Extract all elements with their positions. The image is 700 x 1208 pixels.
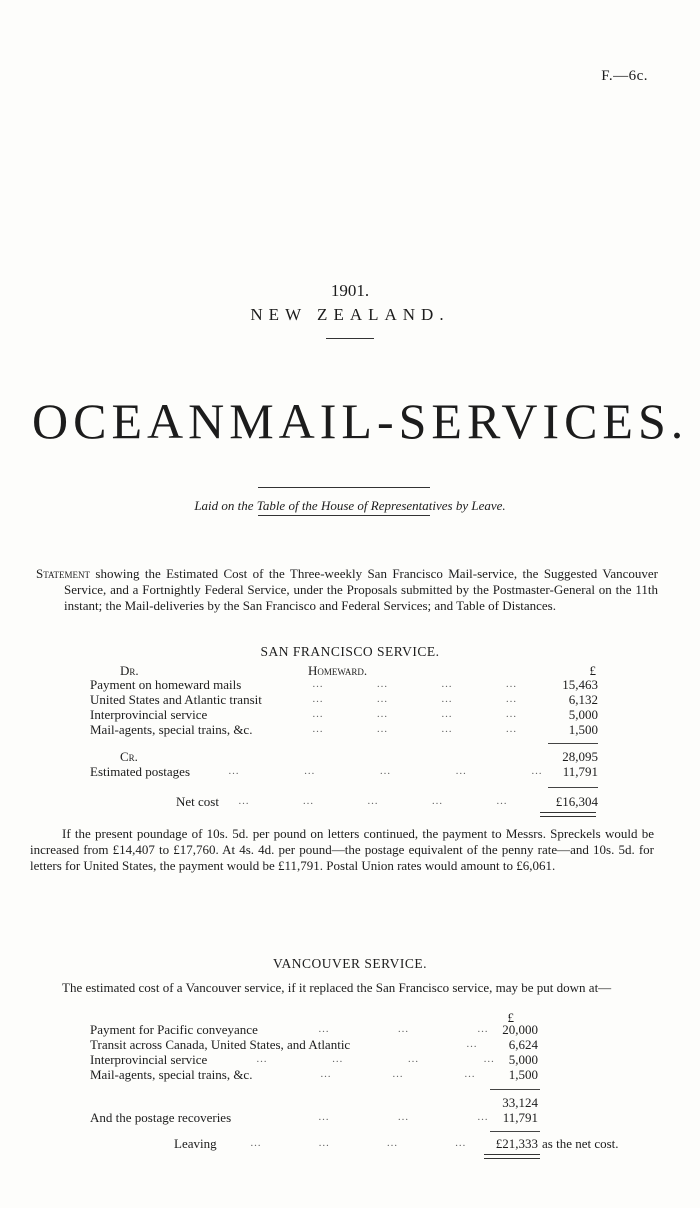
vancouver-item-label: Mail-agents, special trains, &c. [90, 1067, 253, 1082]
sf-item-amount: 5,000 [568, 707, 598, 722]
divider [258, 515, 430, 516]
vancouver-item-row [0, 1022, 700, 1037]
vancouver-item-amount: 6,624 [508, 1037, 538, 1052]
leader-dots: … … … … [250, 1137, 467, 1149]
sf-item-label: Mail-agents, special trains, &c. [90, 722, 253, 737]
statement-paragraph [36, 566, 658, 614]
sf-postages-amount: 11,791 [562, 764, 598, 779]
vancouver-item-amount: 20,000 [502, 1022, 538, 1037]
vancouver-recoveries-amount: 11,791 [502, 1110, 538, 1125]
sf-postages-row [0, 764, 700, 779]
sf-header-row [0, 663, 700, 678]
sum-rule [548, 787, 598, 788]
sf-item-row [0, 692, 700, 707]
leader-dots: … [466, 1038, 478, 1050]
sf-net-amount: £16,304 [555, 794, 598, 809]
sf-subtotal: 28,095 [562, 749, 598, 764]
sf-net-row [0, 794, 700, 809]
country-heading: NEW ZEALAND. [250, 305, 450, 324]
double-rule [540, 812, 596, 817]
vancouver-item-row [0, 1067, 700, 1082]
sf-item-amount: 6,132 [568, 692, 598, 707]
leader-dots: … … … … … [228, 765, 543, 777]
statement-text: showing the Estimated Cost of the Three-weekly San Francisco Mail-service, the Suggested Vancouver Service, and a Fortnightly Federal Service, under the Proposals submitted by the Postmaster-General on the 11th instant; the Mail-deliveries by the San Francisco and Federal Services; and Table of Distances. [64, 566, 658, 613]
vancouver-currency: £ [507, 1010, 514, 1025]
sf-item-row [0, 677, 700, 692]
sf-cr-label: Cr. [120, 749, 138, 764]
divider [326, 338, 374, 339]
vancouver-item-row [0, 1037, 700, 1052]
leader-dots: … … … … [312, 693, 518, 705]
sf-item-amount: 15,463 [562, 677, 598, 692]
leader-dots: … … … [320, 1068, 476, 1080]
sf-dr-label: Dr. [120, 663, 139, 678]
sf-subtotal-row [0, 749, 700, 764]
laid-on-table-note: Laid on the Table of the House of Representatives by Leave. [194, 498, 506, 513]
sf-item-label: United States and Atlantic transit [90, 692, 262, 707]
leader-dots: … … … [318, 1023, 489, 1035]
leader-dots: … … … … [312, 708, 518, 720]
sf-postages-label: Estimated postages [90, 764, 191, 779]
vancouver-item-amount: 5,000 [508, 1052, 538, 1067]
document-year: 1901. [330, 281, 370, 300]
vancouver-item-row [0, 1052, 700, 1067]
leader-dots: … … … … [312, 678, 518, 690]
sf-net-label: Net cost [176, 794, 219, 809]
sf-heading: SAN FRANCISCO SERVICE. [260, 644, 440, 659]
sf-item-row [0, 722, 700, 737]
vancouver-item-label: Payment for Pacific conveyance [90, 1022, 258, 1037]
sf-item-label: Interprovincial service [90, 707, 208, 722]
sf-item-amount: 1,500 [568, 722, 598, 737]
vancouver-heading: VANCOUVER SERVICE. [273, 956, 427, 971]
vancouver-recoveries-label: And the postage recoveries [90, 1110, 232, 1125]
divider [258, 487, 430, 488]
vancouver-leaving-suffix: as the net cost. [542, 1136, 619, 1151]
sf-paragraph: If the present poundage of 10s. 5d. per pound on letters continued, the payment to Messrs. Spreckels would be increased from £14,407 to £17,760. At 4s. 4d. per pound—the postage equivalent of the penny rate—and 10s. 5d. for letters for United States, the payment would be £11,791. Postal Union rates would amount to £6,061. [30, 826, 654, 873]
vancouver-leaving-label: Leaving [174, 1136, 217, 1151]
vancouver-intro: The estimated cost of a Vancouver service, if it replaced the San Francisco service, may be put down at— [62, 980, 612, 995]
vancouver-subtotal-row [0, 1095, 700, 1110]
vancouver-item-amount: 1,500 [508, 1067, 538, 1082]
vancouver-item-label: Transit across Canada, United States, and Atlantic [90, 1037, 351, 1052]
leader-dots: … … … [318, 1111, 489, 1123]
vancouver-leaving-row [0, 1136, 700, 1151]
sum-rule [548, 743, 598, 744]
document-reference: F.—6c. [601, 68, 648, 84]
title-word-ocean: OCEAN [32, 393, 230, 449]
page-title [32, 392, 689, 450]
double-rule [484, 1154, 540, 1159]
leader-dots: … … … … … [238, 795, 508, 807]
sum-rule [490, 1131, 540, 1132]
vancouver-recoveries-row [0, 1110, 700, 1125]
title-word-mail-services: MAIL-SERVICES. [229, 393, 689, 449]
sf-homeward-label: Homeward. [308, 663, 368, 678]
vancouver-subtotal: 33,124 [502, 1095, 538, 1110]
vancouver-leaving-amount: £21,333 [495, 1136, 538, 1151]
leader-dots: … … … … [312, 723, 518, 735]
vancouver-item-label: Interprovincial service [90, 1052, 208, 1067]
sf-item-label: Payment on homeward mails [90, 677, 242, 692]
sum-rule [490, 1089, 540, 1090]
sf-item-row [0, 707, 700, 722]
statement-lead: Statement [36, 566, 91, 581]
sf-currency: £ [589, 663, 596, 678]
leader-dots: … … … … [256, 1053, 496, 1065]
